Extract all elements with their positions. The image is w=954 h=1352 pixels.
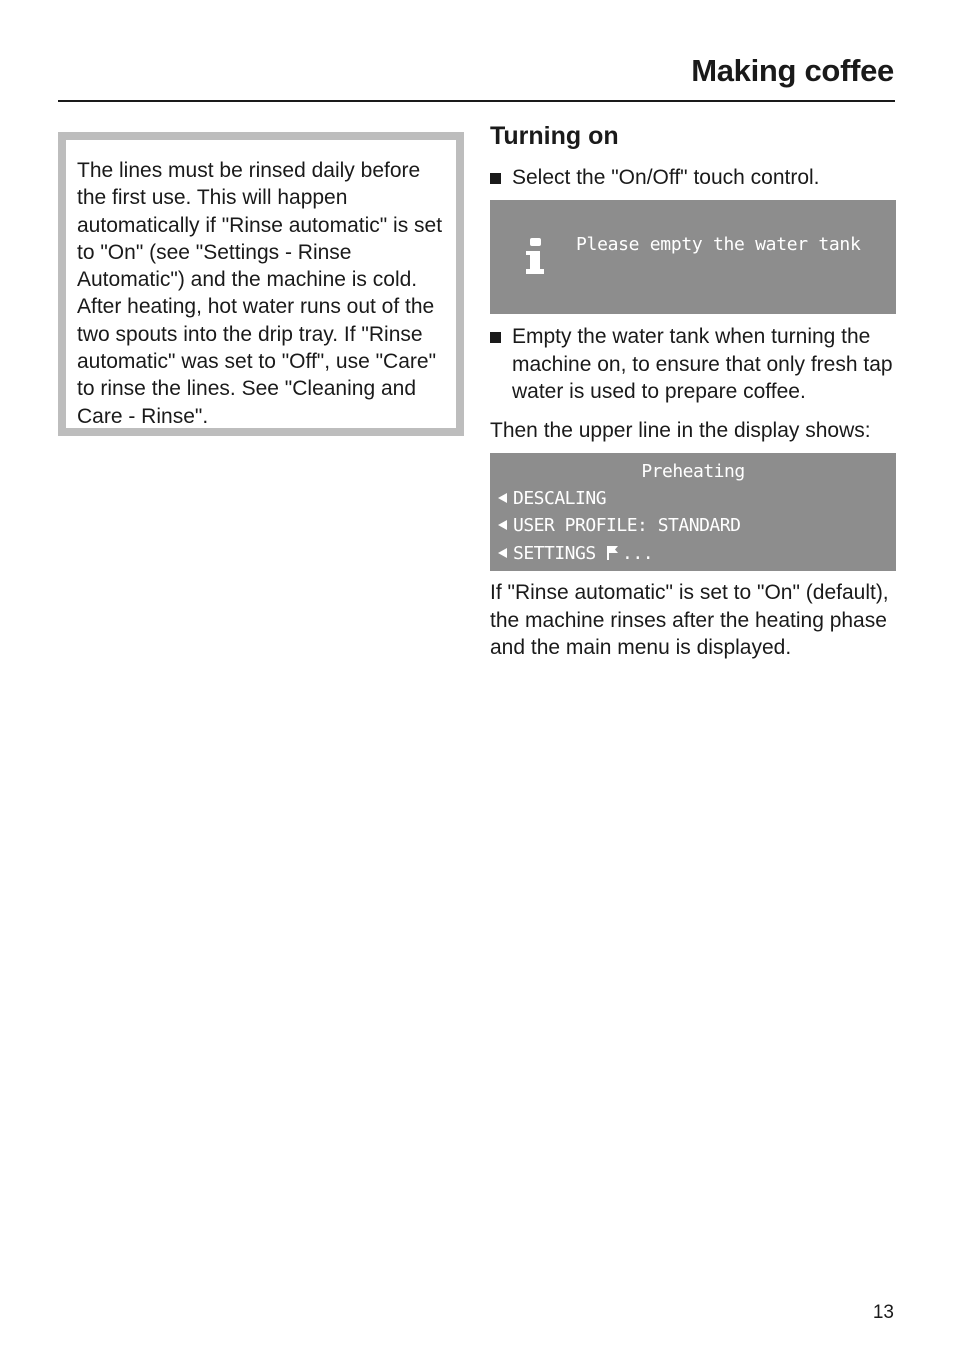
step-bullet bbox=[490, 164, 896, 191]
triangle-left-icon bbox=[498, 520, 507, 530]
step-bullet bbox=[490, 323, 896, 405]
page-title: Making coffee bbox=[691, 53, 894, 88]
display-menu-item: DESCALING bbox=[498, 488, 606, 510]
triangle-left-icon bbox=[498, 493, 507, 503]
paragraph: If "Rinse automatic" is set to "On" (default), the machine rinses after the heating phase and the main menu is displayed. bbox=[490, 581, 889, 660]
square-bullet-icon bbox=[490, 332, 501, 343]
note-text: The lines must be rinsed daily before the first use. This will happen automatically if "Rinse automatic" is set to "On" (see "Settings - Rinse Automatic") and the machine is cold. After heating, hot water runs out of the two spouts into the drip tray. If "Rinse automatic" was set to "Off", use "Care" to rinse the lines. See "Cleaning and Care - Rinse". bbox=[66, 140, 456, 428]
triangle-left-icon bbox=[498, 548, 507, 558]
section-heading: Turning on bbox=[490, 122, 619, 150]
display-menu-item: USER PROFILE: STANDARD bbox=[498, 515, 740, 537]
flag-icon bbox=[606, 545, 620, 561]
paragraph: Then the upper line in the display shows: bbox=[490, 419, 871, 443]
info-icon bbox=[526, 238, 546, 278]
step-text: Empty the water tank when turning the machine on, to ensure that only fresh tap water is used to prepare coffee. bbox=[512, 325, 893, 403]
step-text: Select the "On/Off" touch control. bbox=[512, 166, 820, 189]
turning-on-section bbox=[490, 118, 896, 661]
display-menu-item: SETTINGS ... bbox=[498, 543, 653, 565]
display-message: Please empty the water tank bbox=[576, 234, 861, 256]
display-screen-info bbox=[490, 200, 896, 314]
display-status: Preheating bbox=[641, 461, 745, 483]
title-rule bbox=[58, 100, 895, 102]
display-screen-menu bbox=[490, 453, 896, 571]
square-bullet-icon bbox=[490, 173, 501, 184]
page-number: 13 bbox=[872, 1302, 894, 1323]
note-box bbox=[58, 132, 464, 436]
